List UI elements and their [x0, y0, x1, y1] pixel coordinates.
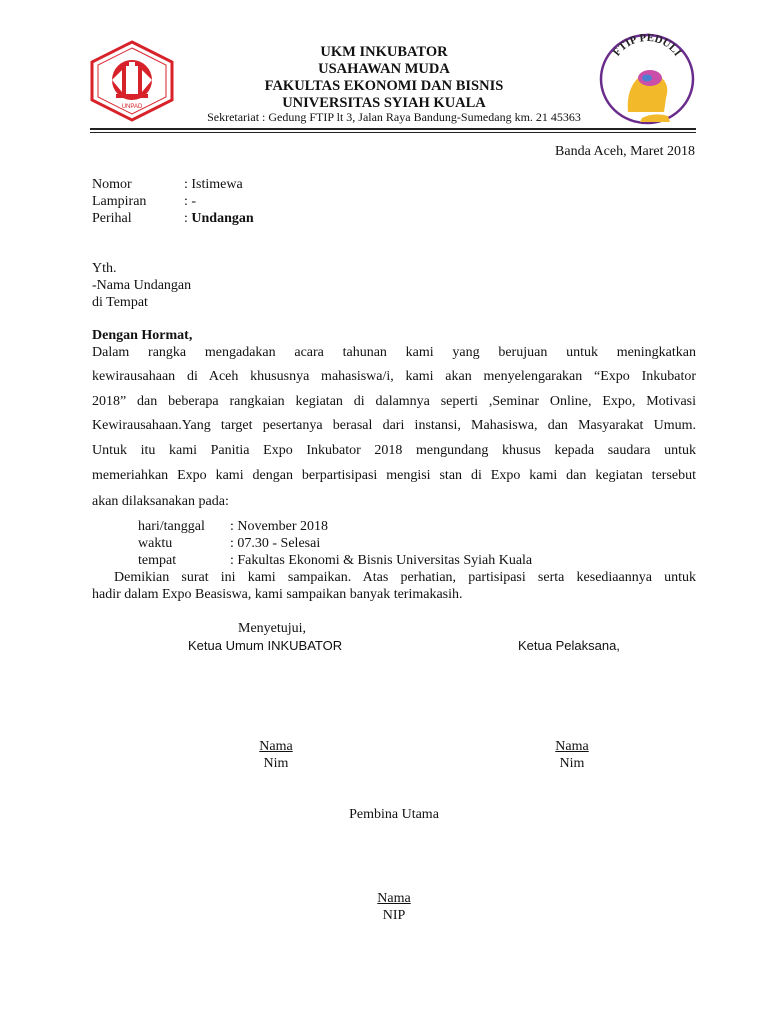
body-line: kewirausahaan di Aceh khususnya mahasiswa/i, kami akan menyelengarakan “Expo Inkubator	[92, 369, 696, 384]
meta-value-perihal: : Undangan	[184, 211, 254, 226]
ftip-peduli-logo	[598, 32, 696, 126]
recipient-line3: di Tempat	[92, 295, 148, 310]
closing-line: Demikian surat ini kami sampaikan. Atas perhatian, partisipasi serta kesediaannya untuk	[114, 570, 696, 585]
schedule-label-place: tempat	[138, 553, 177, 568]
approved-label: Menyetujui,	[238, 621, 307, 636]
meta-value-nomor: : Istimewa	[184, 177, 243, 192]
body-line: 2018” dan beberapa rangkaian kegiatan di dalamnya seperti ,Seminar Online, Expo, Motivasi	[92, 394, 696, 409]
schedule-value-date: : November 2018	[230, 519, 328, 534]
org-name-line2: USAHAWAN MUDA	[318, 61, 450, 77]
body-line: akan dilaksanakan pada:	[92, 494, 229, 509]
recipient-line2: -Nama Undangan	[92, 278, 192, 293]
university-name: UNIVERSITAS SYIAH KUALA	[282, 95, 486, 111]
faculty-name: FAKULTAS EKONOMI DAN BISNIS	[264, 78, 504, 94]
svg-text:UNPAD: UNPAD	[121, 104, 143, 110]
advisor-title: Pembina Utama	[349, 807, 439, 822]
secretariat-address: Sekretariat : Gedung FTIP lt 3, Jalan Raya Bandung-Sumedang km. 21 45363	[207, 110, 581, 124]
schedule-label-time: waktu	[138, 536, 173, 551]
body-line: Untuk itu kami Panitia Expo Inkubator 2018 mengundang khusus kepada saudara untuk	[92, 443, 696, 458]
schedule-label-date: hari/tanggal	[138, 519, 205, 534]
header-divider	[90, 128, 696, 130]
body-line: Kewirausahaan.Yang target pesertanya berasal dari instansi, Mahasiswa, dan Masyarakat Umum.	[92, 418, 696, 433]
right-signatory-title: Ketua Pelaksana,	[518, 638, 620, 653]
meta-label-perihal: Perihal	[92, 211, 132, 226]
left-signatory-id: Nim	[263, 756, 289, 771]
meta-label-nomor: Nomor	[92, 177, 132, 192]
org-name-line1: UKM INKUBATOR	[320, 44, 448, 60]
right-signatory-name: Nama	[555, 739, 589, 754]
recipient-line1: Yth.	[92, 261, 117, 276]
header-divider-thin	[90, 132, 696, 133]
right-signatory-id: Nim	[559, 756, 585, 771]
svg-text:FTIP PEDULI: FTIP PEDULI	[610, 32, 684, 59]
body-line: memeriahkan Expo kami dengan berpartisipasi mengisi stan di Expo kami dan kegiatan tersebut	[92, 468, 696, 483]
left-signatory-title: Ketua Umum INKUBATOR	[188, 638, 343, 653]
schedule-value-time: : 07.30 - Selesai	[230, 536, 321, 551]
left-signatory-name: Nama	[259, 739, 293, 754]
schedule-value-place: : Fakultas Ekonomi & Bisnis Universitas Syiah Kuala	[230, 553, 533, 568]
advisor-name: Nama	[377, 891, 411, 906]
closing-line: hadir dalam Expo Beasiswa, kami sampaikan banyak terimakasih.	[92, 587, 463, 602]
letter-date: Banda Aceh, Maret 2018	[555, 144, 695, 159]
advisor-id: NIP	[382, 908, 406, 923]
meta-value-lampiran: : -	[184, 194, 197, 209]
greeting: Dengan Hormat,	[92, 328, 193, 343]
body-line: Dalam rangka mengadakan acara tahunan kami yang berujuan untuk meningkatkan	[92, 345, 696, 360]
meta-label-lampiran: Lampiran	[92, 194, 147, 209]
